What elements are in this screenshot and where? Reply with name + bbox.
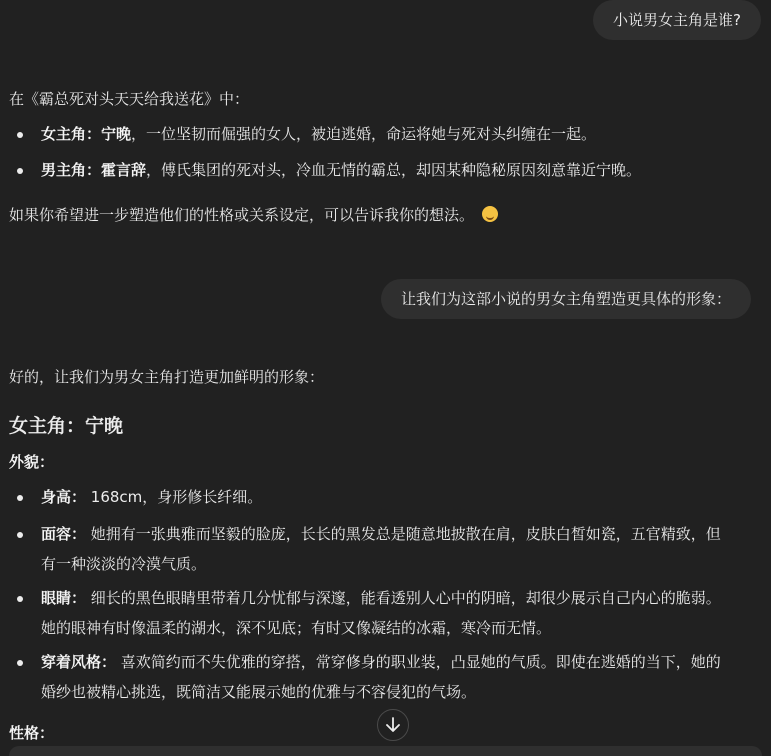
reply-outro: [9, 204, 498, 226]
list-item-face: [41, 519, 721, 579]
female-lead-text: ，一位坚韧而倔强的女人，被迫逃婚，命运将她与死对头纠缠在一起。: [131, 125, 597, 143]
female-lead-label: 女主角：宁晚: [41, 125, 132, 143]
personality-label: 性格：: [9, 724, 55, 742]
list-item-female-lead: [41, 119, 596, 149]
face-text-line1: 她拥有一张典雅而坚毅的脸庞，长长的黑发总是随意地披散在肩，皮肤白皙如瓷，五官精致，但: [90, 525, 721, 543]
eyes-text-line2: 她的眼神有时像温柔的湖水，深不见底；有时又像凝结的冰霜，寒冷而无情。: [41, 619, 552, 637]
dress-text-line2: 婚纱也被精心挑选，既简洁又能展示她的优雅与不容侵犯的气场。: [41, 683, 477, 701]
list-item-eyes: [41, 583, 721, 643]
list-item-dress: [41, 647, 721, 707]
heading-female-lead: 女主角：宁晚: [9, 415, 124, 437]
face-text-line2: 有一种淡淡的冷漠气质。: [41, 555, 207, 573]
smiling-face-emoji-icon: [482, 206, 498, 222]
list-item-male-lead: [41, 155, 641, 185]
user-message-bubble: [593, 0, 761, 40]
list-item-height: [41, 482, 262, 512]
male-lead-label: 男主角：霍言辞: [41, 161, 147, 179]
height-text: 168cm，身形修长纤细。: [90, 488, 263, 506]
eyes-label: 眼睛：: [41, 589, 87, 607]
face-label: 面容：: [41, 525, 87, 543]
user-message-text: 小说男女主角是谁?: [613, 11, 741, 29]
composer-top-edge: [9, 746, 762, 756]
dress-label: 穿着风格：: [41, 653, 117, 671]
reply-intro: 在《霸总死对头天天给我送花》中：: [9, 90, 250, 108]
male-lead-text: ，傅氏集团的死对头，冷血无情的霸总，却因某种隐秘原因刻意靠近宁晚。: [146, 161, 642, 179]
appearance-label: 外貌：: [9, 453, 55, 471]
reply2-intro: 好的，让我们为男女主角打造更加鲜明的形象：: [9, 368, 325, 386]
arrow-down-icon: [386, 717, 400, 733]
dress-text-line1: 喜欢简约而不失优雅的穿搭，常穿修身的职业装，凸显她的气质。即使在逃婚的当下，她的: [120, 653, 721, 671]
user-message-text-2: 让我们为这部小说的男女主角塑造更具体的形象：: [401, 290, 732, 308]
scroll-to-bottom-button[interactable]: [377, 709, 409, 741]
user-message-bubble-2: [381, 279, 751, 319]
height-label: 身高：: [41, 488, 87, 506]
reply-outro-text: 如果你希望进一步塑造他们的性格或关系设定，可以告诉我你的想法。: [9, 206, 475, 224]
eyes-text-line1: 细长的黑色眼睛里带着几分忧郁与深邃，能看透别人心中的阴暗，却很少展示自己内心的脆弱。: [90, 589, 721, 607]
